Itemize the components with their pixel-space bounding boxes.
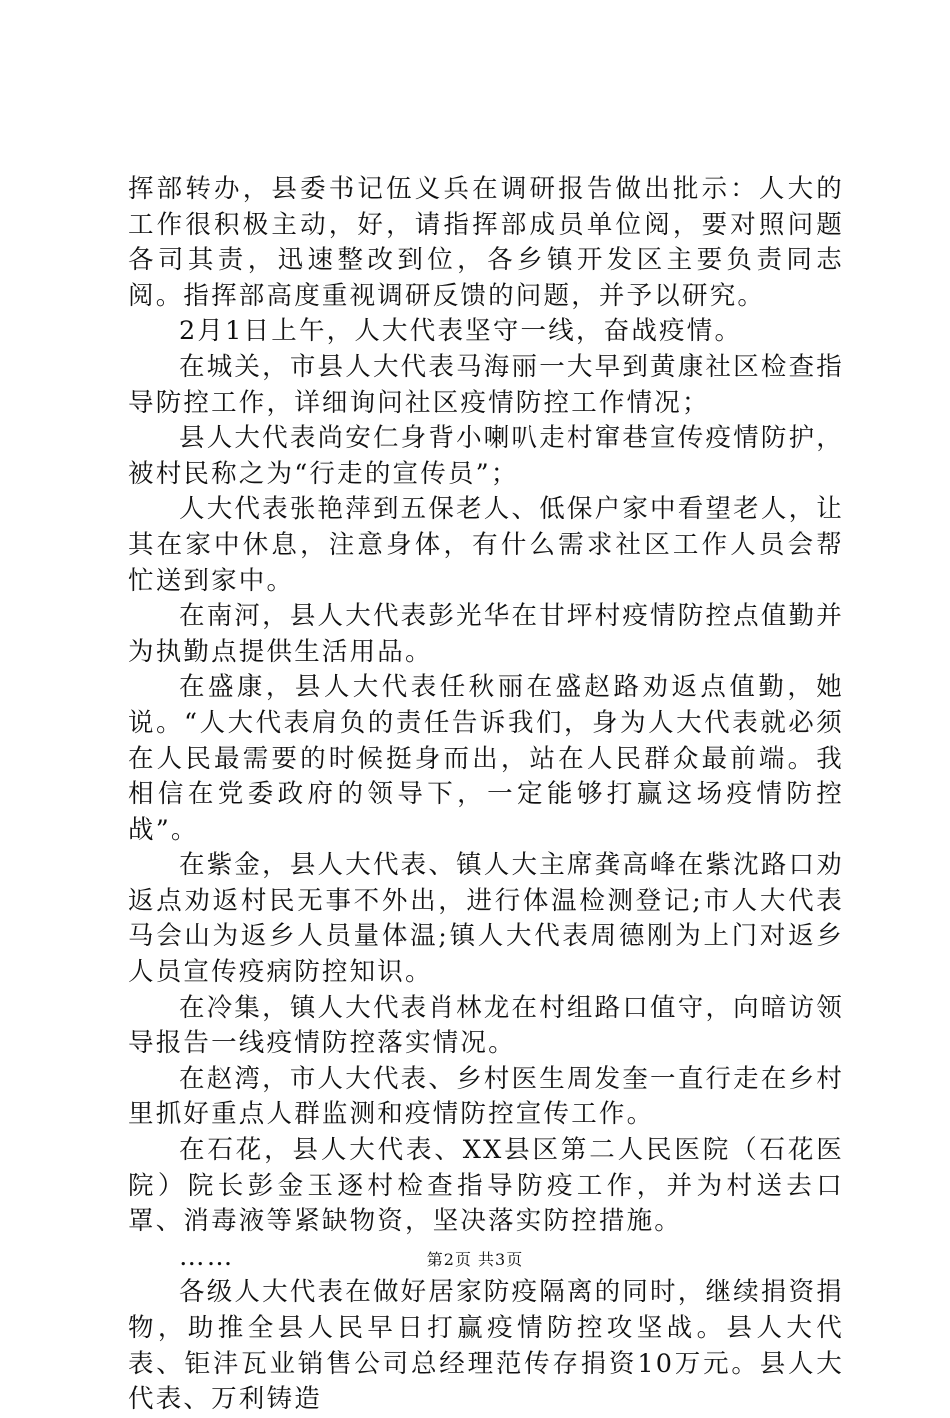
paragraph: 人大代表张艳萍到五保老人、低保户家中看望老人，让其在家中休息，注意身体，有什么需求社区工作人员会帮忙送到家中。 <box>128 494 844 596</box>
paragraph: 在南河，县人大代表彭光华在甘坪村疫情防控点值勤并为执勤点提供生活用品。 <box>128 601 844 667</box>
paragraph: 2月1日上午，人大代表坚守一线，奋战疫情。 <box>179 316 743 347</box>
paragraph: 在盛康，县人大代表任秋丽在盛赵路劝返点值勤，她说。“人大代表肩负的责任告诉我们，身为人大代表就必须在人民最需要的时候挺身而出，站在人民群众最前端。我相信在党委政府的领导下，一定能够打赢这场疫情防控战”。 <box>128 672 844 845</box>
ellipsis-line: …… <box>179 1241 235 1272</box>
paragraph: 在冷集，镇人大代表肖林龙在村组路口值守，向暗访领导报告一线疫情防控落实情况。 <box>128 992 844 1059</box>
paragraph: 在城关，市县人大代表马海丽一大早到黄康社区检查指导防控工作，详细询问社区疫情防控工作情况； <box>128 351 844 418</box>
document-body <box>128 172 844 1418</box>
paragraph: 挥部转办，县委书记伍义兵在调研报告做出批示：人大的工作很积极主动，好，请指挥部成员单位阅，要对照问题各司其责，迅速整改到位，各乡镇开发区主要负责同志阅。指挥部高度重视调研反馈的问题，并予以研究。 <box>128 174 844 311</box>
paragraph: 在石花，县人大代表、XX县区第二人民医院（石花医院）院长彭金玉逐村检查指导防疫工作，并为村送去口罩、消毒液等紧缺物资，坚决落实防控措施。 <box>128 1135 844 1237</box>
paragraph: 县人大代表尚安仁身背小喇叭走村窜巷宣传疫情防护，被村民称之为“行走的宣传员”； <box>128 423 844 489</box>
page-footer: 第2页 共3页 <box>426 1250 524 1269</box>
paragraph: 各级人大代表在做好居家防疫隔离的同时，继续捐资捐物，助推全县人民早日打赢疫情防控攻坚战。县人大代表、钜沣瓦业销售公司总经理范传存捐资10万元。县人大代表、万利铸造 <box>128 1277 844 1415</box>
paragraph: 在赵湾，市人大代表、乡村医生周发奎一直行走在乡村里抓好重点人群监测和疫情防控宣传工作。 <box>128 1063 844 1130</box>
paragraph: 在紫金，县人大代表、镇人大主席龚高峰在紫沈路口劝返点劝返村民无事不外出，进行体温检测登记;市人大代表马会山为返乡人员量体温;镇人大代表周德刚为上门对返乡人员宣传疫病防控知识。 <box>128 850 844 988</box>
